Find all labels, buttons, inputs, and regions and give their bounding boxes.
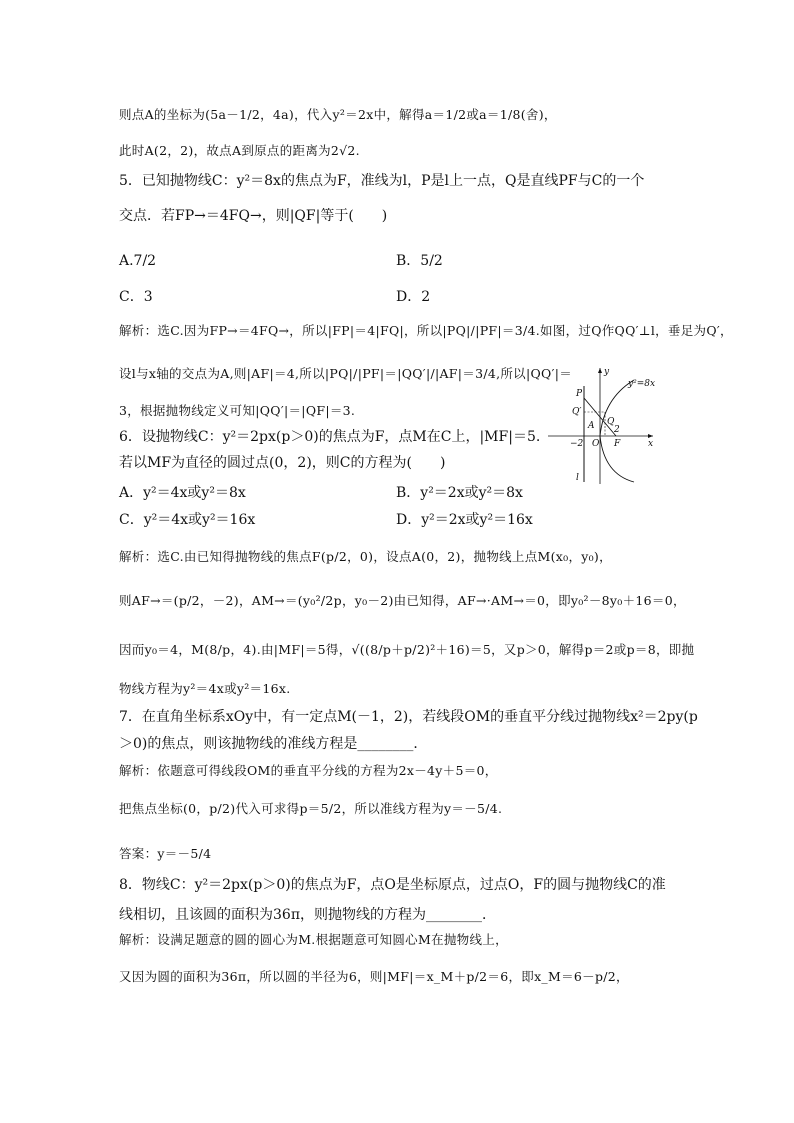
q5-option-d: D．2 [396, 289, 431, 305]
parabola-figure [548, 364, 668, 486]
solution-6-line: 因而y₀＝4，M(8/p，4).由|MF|＝5得，√((8/p＋p/2)²＋16)＝5，又p＞0，解得p＝2或p＝8，即抛 [119, 642, 695, 657]
solution-8-line: 又因为圆的面积为36π，所以圆的半径为6，则|MF|＝x_M＋p/2＝6，即x_M＝6－p/2， [119, 969, 629, 984]
solution-7-line: 把焦点坐标(0，p/2)代入可求得p＝5/2，所以准线方程为y＝－5/4. [119, 801, 503, 816]
q6-option-d: D．y²＝2x或y²＝16x [396, 512, 533, 528]
q5-option-a: A.7/2 [119, 253, 157, 269]
question-8-text: 8．物线C：y²＝2px(p＞0)的焦点为F，点O是坐标原点，过点O，F的圆与抛物线C的准 [119, 877, 666, 893]
y-axis-arrow [598, 368, 602, 373]
question-6-text: 若以MF为直径的圆过点(0，2)，则C的方程为( ) [119, 455, 446, 471]
x-axis-arrow [648, 434, 653, 438]
tick-neg2-label: −2 [570, 439, 584, 449]
question-8-text: 线相切，且该圆的面积为36π，则抛物线的方程为________． [119, 907, 497, 923]
q6-option-c: C．y²＝4x或y²＝16x [119, 512, 256, 528]
solution-6-line: 物线方程为y²＝4x或y²＝16x. [119, 681, 291, 696]
question-6-text: 6．设抛物线C：y²＝2px(p＞0)的焦点为F，点M在C上，|MF|＝5. [119, 429, 541, 445]
y-axis-label: y [604, 367, 610, 377]
solution-7-line: 解析：依题意可得线段OM的垂直平分线的方程为2x－4y＋5＝0， [119, 763, 498, 778]
answer-7: 答案：y＝－5/4 [119, 846, 212, 861]
solution-6-line: 则AF→＝(p/2，－2)，AM→＝(y₀²/2p，y₀－2)由已知得，AF→·AM→＝0，即y₀²－8y₀＋16＝0， [119, 593, 686, 608]
q5-option-c: C．3 [119, 289, 153, 305]
q6-option-b: B．y²＝2x或y²＝8x [396, 485, 523, 501]
point-a-label: A [588, 421, 595, 431]
question-7-text: ＞0)的焦点，则该抛物线的准线方程是________． [119, 736, 428, 752]
focus-label: F [614, 439, 621, 449]
point-q-label: Q [607, 417, 615, 427]
point-p-label: P [576, 389, 583, 399]
directrix-label: l [576, 473, 579, 483]
curve-label: y²=8x [628, 379, 656, 389]
solution-8-line: 解析：设满足题意的圆的圆心为M.根据题意可知圆心M在抛物线上， [119, 932, 508, 947]
question-7-text: 7．在直角坐标系xOy中，有一定点M(－1，2)，若线段OM的垂直平分线过抛物线x²＝2py(p [119, 709, 698, 725]
point-q-prime-label: Q′ [572, 407, 582, 417]
origin-label: O [592, 439, 600, 449]
solution-line: 则点A的坐标为(5a－1/2，4a)，代入y²＝2x中，解得a＝1/2或a＝1/8(舍)， [119, 107, 557, 122]
solution-line: 此时A(2，2)，故点A到原点的距离为2√2. [119, 143, 360, 158]
q5-option-b: B．5/2 [396, 253, 443, 269]
question-5-text: 交点．若FP→＝4FQ→，则|QF|等于( ) [119, 208, 388, 224]
x-axis-label: x [648, 439, 654, 449]
question-5-text: 5．已知抛物线C：y²＝8x的焦点为F，准线为l，P是l上一点，Q是直线PF与C的一个 [119, 173, 645, 189]
parabola-diagram-svg [548, 364, 668, 486]
tick-2-label: 2 [614, 425, 620, 435]
solution-5-line: 3，根据抛物线定义可知|QQ′|＝|QF|＝3. [119, 403, 356, 418]
q6-option-a: A．y²＝4x或y²＝8x [119, 485, 246, 501]
solution-5-line: 设l与x轴的交点为A,则|AF|＝4,所以|PQ|/|PF|＝|QQ′|/|AF|＝3/4,所以|QQ′|＝ [119, 366, 573, 381]
solution-5-line: 解析：选C.因为FP→＝4FQ→，所以|FP|＝4|FQ|，所以|PQ|/|PF|＝3/4.如图，过Q作QQ′⊥l，垂足为Q′， [119, 323, 733, 338]
solution-6-line: 解析：选C.由已知得抛物线的焦点F(p/2，0)，设点A(0，2)，抛物线上点M(x₀，y₀)， [119, 549, 612, 564]
